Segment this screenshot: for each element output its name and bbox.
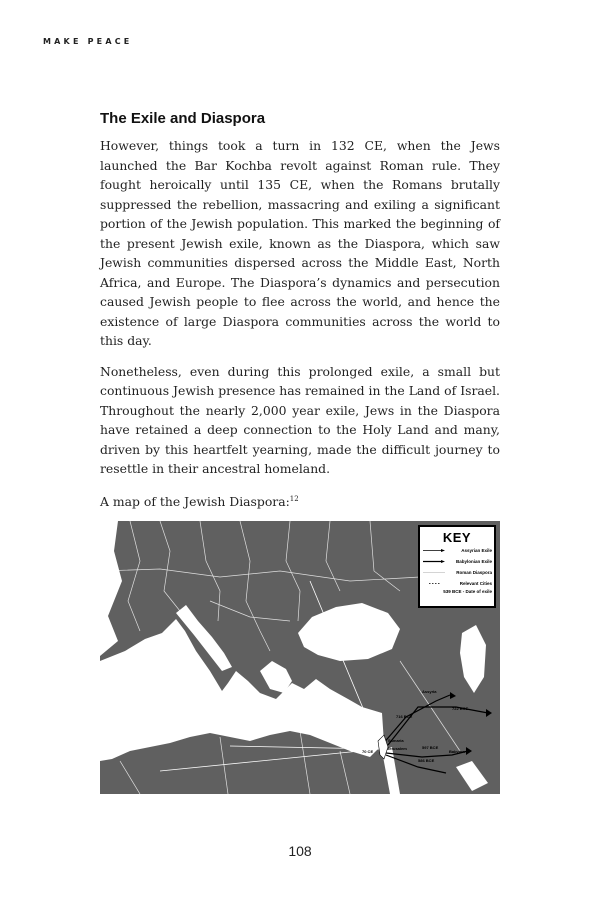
diaspora-map xyxy=(100,521,500,794)
key-assyrian-exile xyxy=(420,545,494,556)
map-key xyxy=(418,525,496,608)
label-assyria: Assyria xyxy=(422,689,437,694)
label-babylon: Babylon xyxy=(449,749,465,754)
label-586-bce: 586 BCE xyxy=(418,758,435,763)
key-label-assyrian: Assyrian Exile xyxy=(461,548,492,553)
key-roman-diaspora xyxy=(420,567,494,578)
key-date-of-exile: 539 BCE - Date of exile xyxy=(443,589,492,594)
paragraph-1: However, things took a turn in 132 CE, when the Jews launched the Bar Kochba revolt against Roman rule. They fought heroically until 135 CE, when the Romans brutally suppressed the rebellion, massacring and exiling a significant portion of the Jewish population. This marked the beginning of the present Jewish exile, known as the Diaspora, which saw Jewish communities dispersed across the Middle East, North Africa, and Europe. The Diaspora’s dynamics and persecution caused Jewish people to flee across the world, and hence the existence of large Diaspora communities across the world to this day. xyxy=(100,138,500,348)
label-samaria: Samaria xyxy=(388,738,404,743)
dashed-line-icon xyxy=(423,582,445,585)
map-caption-text: A map of the Jewish Diaspora: xyxy=(100,493,290,509)
solid-arrow-icon xyxy=(423,549,445,552)
running-head: MAKE PEACE xyxy=(43,37,133,46)
key-label-babylonian: Babylonian Exile xyxy=(455,559,492,564)
label-722-bce: 722 BCE xyxy=(452,706,469,711)
main-content xyxy=(100,110,500,511)
solid-arrow-icon xyxy=(423,560,445,563)
section-title: The Exile and Diaspora xyxy=(100,110,266,127)
key-label-cities: Relevant Cities xyxy=(459,581,492,586)
map-caption xyxy=(100,490,500,512)
label-597-bce: 597 BCE xyxy=(422,745,439,750)
key-label-roman: Roman Diaspora xyxy=(456,570,492,575)
label-70-ce: 70 CE xyxy=(362,749,374,754)
footnote-ref[interactable]: 12 xyxy=(289,494,299,503)
label-716-bce: 716 BCE xyxy=(396,714,413,719)
page-number: 108 xyxy=(288,843,312,859)
thin-line-icon xyxy=(423,571,445,574)
key-title: KEY xyxy=(442,530,472,545)
key-relevant-cities xyxy=(420,578,494,589)
key-babylonian-exile xyxy=(420,556,494,567)
paragraph-2: Nonetheless, even during this prolonged exile, a small but continuous Jewish presence has remained in the Land of Israel. Throughout the nearly 2,000 year exile, Jews in the Diaspora have retained a deep connection to the Holy Land and many, driven by this heartfelt yearning, made the difficult journey to resettle in their ancestral homeland. xyxy=(100,363,500,476)
label-jerusalem: Jerusalem xyxy=(387,746,407,751)
